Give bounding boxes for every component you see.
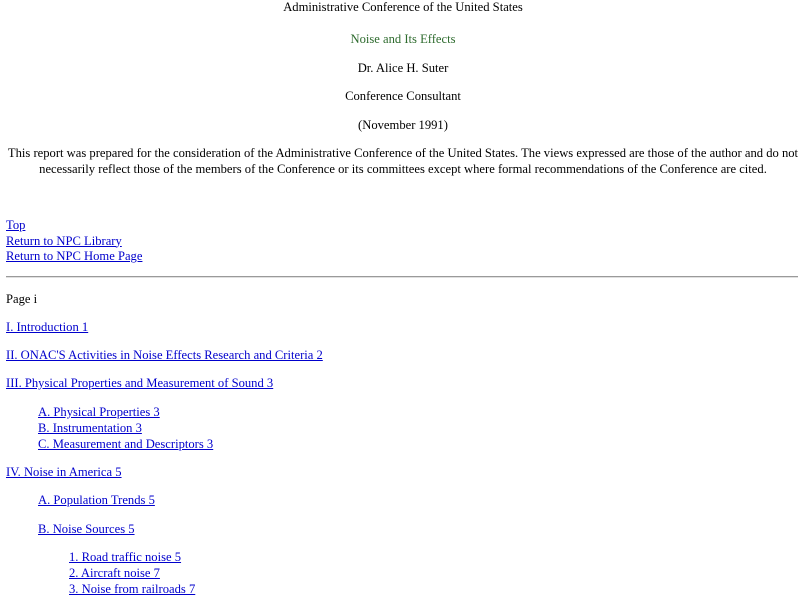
toc-railroad-noise[interactable]: 3. Noise from railroads 7 [69,582,196,596]
document-title: Noise and Its Effects [350,32,456,46]
toc-onac-activities[interactable]: II. ONAC'S Activities in Noise Effects Research and Criteria 2 [6,348,323,362]
npc-library-link[interactable]: Return to NPC Library [6,233,122,248]
toc-measurement-descriptors[interactable]: C. Measurement and Descriptors 3 [38,437,214,451]
toc-physical-properties-measurement[interactable]: III. Physical Properties and Measurement of Sound 3 [6,376,274,390]
toc-population-trends[interactable]: A. Population Trends 5 [38,493,155,507]
toc-noise-sources[interactable]: B. Noise Sources 5 [38,522,135,536]
page-label: Page i [6,292,38,306]
author-name: Dr. Alice H. Suter [357,61,449,75]
intro-line-1: This report was prepared for the consideration of the Administrative Conference of the United States. The views expressed are those of the author and do not [7,146,799,160]
navigation-links [6,218,142,265]
organization-heading: Administrative Conference of the United States [283,0,523,14]
toc-instrumentation[interactable]: B. Instrumentation 3 [38,421,142,435]
toc-physical-properties[interactable]: A. Physical Properties 3 [38,405,160,419]
intro-paragraph [0,146,800,177]
horizontal-rule [6,276,798,278]
toc-introduction[interactable]: I. Introduction 1 [6,320,89,334]
publication-date: (November 1991) [358,118,448,132]
npc-home-link[interactable]: Return to NPC Home Page [6,249,143,263]
author-role: Conference Consultant [345,89,461,103]
intro-line-2: necessarily reflect those of the members of the Conference or its committees except where formal recommendations of the Conference are cited. [39,161,767,176]
top-link[interactable]: Top [6,218,26,232]
toc-noise-in-america[interactable]: IV. Noise in America 5 [6,465,122,479]
toc-road-traffic-noise[interactable]: 1. Road traffic noise 5 [69,550,182,564]
toc-aircraft-noise[interactable]: 2. Aircraft noise 7 [69,566,160,580]
